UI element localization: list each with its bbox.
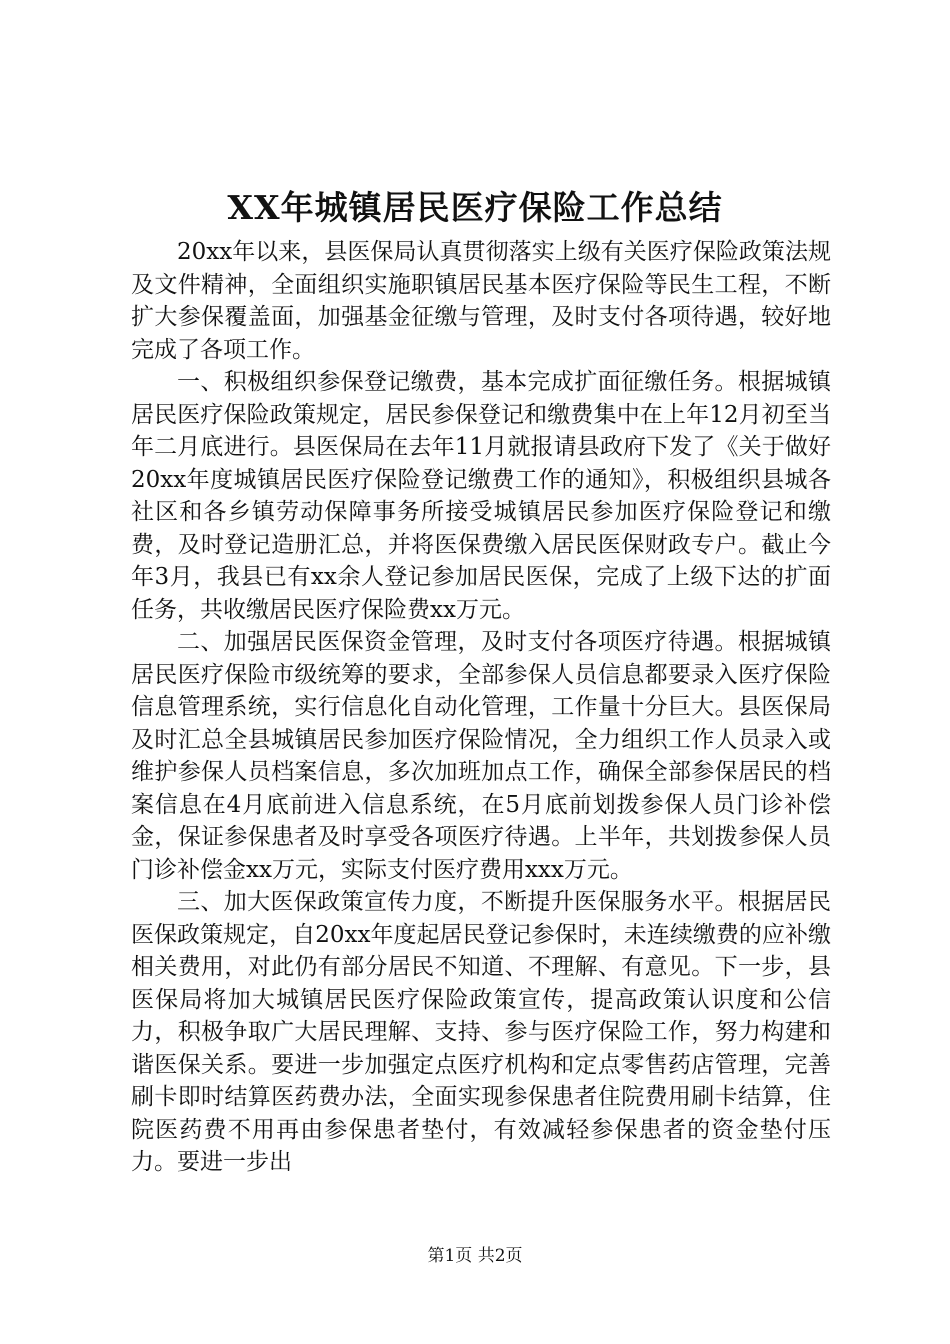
paragraph-section-2: 二、加强居民医保资金管理，及时支付各项医疗待遇。根据城镇居民医疗保险市级统筹的要求，全部参保人员信息都要录入医疗保险信息管理系统，实行信息化自动化管理，工作量十分巨大。县医保局及时汇总全县城镇居民参加医疗保险情况，全力组织工作人员录入或维护参保人员档案信息，多次加班加点工作，确保全部参保居民的档案信息在4月底前进入信息系统，在5月底前划拨参保人员门诊补偿金，保证参保患者及时享受各项医疗待遇。上半年，共划拨参保人员门诊补偿金xx万元，实际支付医疗费用xxx万元。 [131, 629, 831, 883]
paragraph-section-3: 三、加大医保政策宣传力度，不断提升医保服务水平。根据居民医保政策规定，自20xx年度起居民登记参保时，未连续缴费的应补缴相关费用，对此仍有部分居民不知道、不理解、有意见。下一步，县医保局将加大城镇居民医疗保险政策宣传，提高政策认识度和公信力，积极争取广大居民理解、支持、参与医疗保险工作，努力构建和谐医保关系。要进一步加强定点医疗机构和定点零售药店管理，完善刷卡即时结算医药费办法，全面实现参保患者住院费用刷卡结算，住院医药费不用再由参保患者垫付，有效减轻参保患者的资金垫付压力。要进一步出 [131, 889, 831, 1175]
paragraph-section-1: 一、积极组织参保登记缴费，基本完成扩面征缴任务。根据城镇居民医疗保险政策规定，居民参保登记和缴费集中在上年12月初至当年二月底进行。县医保局在去年11月就报请县政府下发了《关于做好20xx年度城镇居民医疗保险登记缴费工作的通知》，积极组织县城各社区和各乡镇劳动保障事务所接受城镇居民参加医疗保险登记和缴费，及时登记造册汇总，并将医保费缴入居民医保财政专户。截止今年3月，我县已有xx余人登记参加居民医保，完成了上级下达的扩面任务，共收缴居民医疗保险费xx万元。 [131, 369, 831, 623]
page-number-footer: 第1页 共2页 [427, 1246, 523, 1266]
document-title: XX年城镇居民医疗保险工作总结 [227, 188, 723, 227]
document-body [131, 236, 831, 1179]
paragraph-intro: 20xx年以来，县医保局认真贯彻落实上级有关医疗保险政策法规及文件精神，全面组织实施职镇居民基本医疗保险等民生工程，不断扩大参保覆盖面，加强基金征缴与管理，及时支付各项待遇，较好地完成了各项工作。 [131, 239, 831, 363]
